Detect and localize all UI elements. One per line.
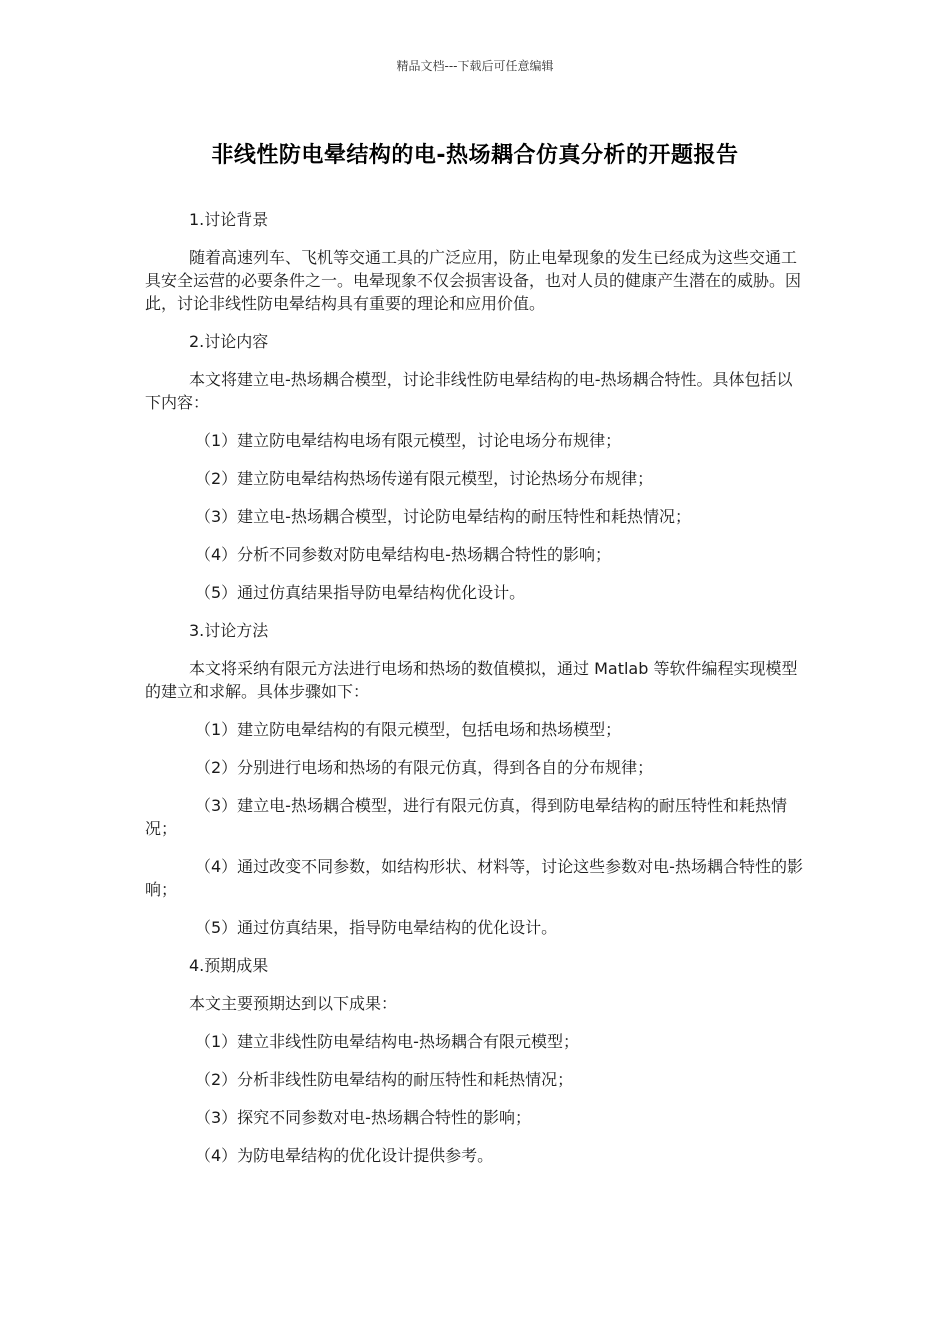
list-item: （1）建立防电晕结构的有限元模型，包括电场和热场模型； [195, 720, 622, 739]
list-item: （3）探究不同参数对电-热场耦合特性的影响； [195, 1108, 531, 1127]
list-item: （4）为防电晕结构的优化设计提供参考。 [195, 1146, 494, 1165]
list-item: （5）通过仿真结果指导防电晕结构优化设计。 [195, 583, 526, 602]
paragraph-method-intro: 本文将采纳有限元方法进行电场和热场的数值模拟，通过 Matlab 等软件编程实现模型的建立和求解。具体步骤如下： [145, 659, 798, 701]
document-body [145, 208, 805, 1182]
page-header-text: 精品文档---下载后可任意编辑 [396, 59, 554, 73]
paragraph-results-intro: 本文主要预期达到以下成果： [189, 994, 398, 1013]
list-item: （5）通过仿真结果，指导防电晕结构的优化设计。 [195, 918, 558, 937]
list-item: （2）分析非线性防电晕结构的耐压特性和耗热情况； [195, 1070, 574, 1089]
list-item: （4）通过改变不同参数，如结构形状、材料等，讨论这些参数对电-热场耦合特性的影响； [145, 857, 803, 899]
section-heading-method: 3.讨论方法 [189, 621, 269, 640]
list-item: （3）建立电-热场耦合模型，进行有限元仿真，得到防电晕结构的耐压特性和耗热情况； [145, 796, 787, 838]
section-heading-results: 4.预期成果 [189, 956, 269, 975]
list-item: （3）建立电-热场耦合模型，讨论防电晕结构的耐压特性和耗热情况； [195, 507, 691, 526]
document-title: 非线性防电晕结构的电-热场耦合仿真分析的开题报告 [211, 143, 739, 168]
list-item: （4）分析不同参数对防电晕结构电-热场耦合特性的影响； [195, 545, 611, 564]
list-item: （1）建立防电晕结构电场有限元模型，讨论电场分布规律； [195, 431, 622, 450]
section-heading-content: 2.讨论内容 [189, 332, 269, 351]
section-heading-background: 1.讨论背景 [189, 210, 269, 229]
paragraph-content-intro: 本文将建立电-热场耦合模型，讨论非线性防电晕结构的电-热场耦合特性。具体包括以下内容： [145, 370, 793, 412]
list-item: （2）建立防电晕结构热场传递有限元模型，讨论热场分布规律； [195, 469, 654, 488]
list-item: （2）分别进行电场和热场的有限元仿真，得到各自的分布规律； [195, 758, 654, 777]
paragraph-background: 随着高速列车、飞机等交通工具的广泛应用，防止电晕现象的发生已经成为这些交通工具安全运营的必要条件之一。电晕现象不仅会损害设备，也对人员的健康产生潜在的威胁。因此，讨论非线性防电晕结构具有重要的理论和应用价值。 [145, 248, 802, 313]
list-item: （1）建立非线性防电晕结构电-热场耦合有限元模型； [195, 1032, 579, 1051]
